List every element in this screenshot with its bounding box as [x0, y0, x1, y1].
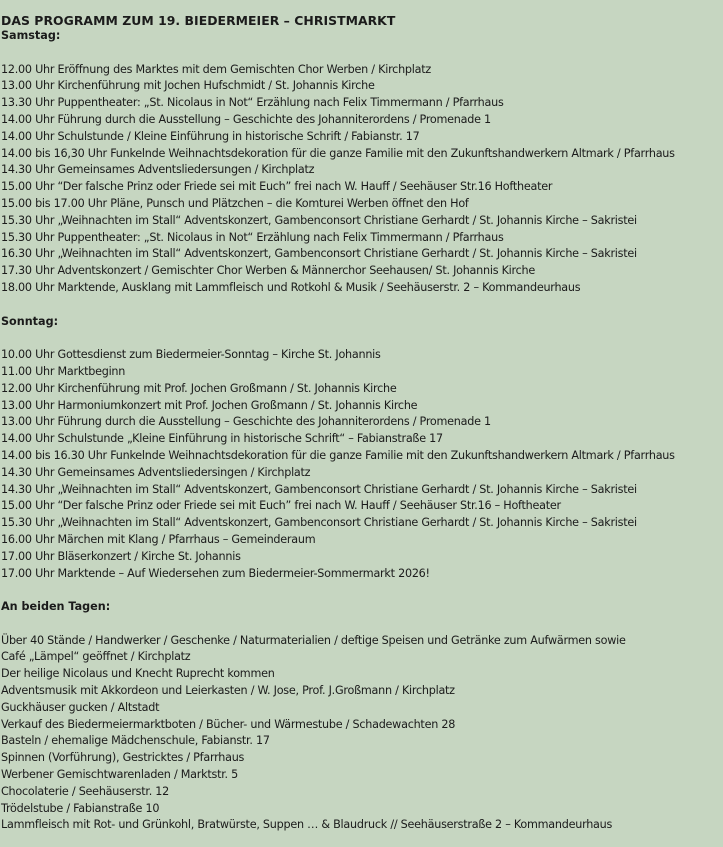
saturday-heading: Samstag:: [1, 29, 61, 42]
list-item: 15.30 Uhr Puppentheater: „St. Nicolaus in Not“ Erzählung nach Felix Timmermann / Pfarrhaus: [1, 230, 504, 244]
spacer: [0, 582, 723, 599]
list-item: 15.00 Uhr “Der falsche Prinz oder Friede sei mit Euch” frei nach W. Hauff / Seehäuser Str.16 Hoftheater: [1, 180, 553, 194]
list-item: 17.30 Uhr Adventskonzert / Gemischter Chor Werben & Männerchor Seehausen/ St. Johannis Kirche: [1, 264, 536, 278]
list-item: Lammfleisch mit Rot- und Grünkohl, Bratwürste, Suppen … & Blaudruck // Seehäuserstraße 2 – Kommandeurhaus: [1, 818, 613, 832]
list-item: Spinnen (Vorführung), Gestricktes / Pfarrhaus: [1, 751, 245, 765]
list-item: 13.00 Uhr Kirchenführung mit Jochen Hufschmidt / St. Johannis Kirche: [1, 79, 375, 93]
list-item: Werbener Gemischtwarenladen / Marktstr. 5: [1, 768, 239, 782]
both-days-section: [0, 599, 723, 834]
list-item: Verkauf des Biedermeiermarktboten / Bücher- und Wärmestube / Schadewachten 28: [1, 717, 456, 731]
list-item: Trödelstube / Fabianstraße 10: [1, 801, 160, 815]
list-item: 10.00 Uhr Gottesdienst zum Biedermeier-Sonntag – Kirche St. Johannis: [1, 348, 381, 362]
list-item: Chocolaterie / Seehäuserstr. 12: [1, 784, 170, 798]
list-item: Über 40 Stände / Handwerker / Geschenke / Naturmaterialien / deftige Speisen und Getränke zum Aufwärmen sowie: [1, 633, 626, 647]
spacer: [0, 45, 723, 62]
list-item: 13.00 Uhr Führung durch die Ausstellung – Geschichte des Johanniterordens / Promenade 1: [1, 415, 491, 429]
sunday-heading: Sonntag:: [1, 314, 59, 328]
list-item: 16.00 Uhr Märchen mit Klang / Pfarrhaus – Gemeinderaum: [1, 532, 316, 546]
list-item: 15.00 bis 17.00 Uhr Pläne, Punsch und Plätzchen – die Komturei Werben öffnet den Hof: [1, 196, 469, 210]
list-item: Basteln / ehemalige Mädchenschule, Fabianstr. 17: [1, 734, 270, 748]
both-days-heading: An beiden Tagen:: [1, 600, 111, 614]
list-item: 12.00 Uhr Eröffnung des Marktes mit dem Gemischten Chor Werben / Kirchplatz: [1, 62, 431, 76]
list-item: 14.30 Uhr Gemeinsames Adventsliedersingen / Kirchplatz: [1, 465, 311, 479]
list-item: 14.30 Uhr „Weihnachten im Stall“ Adventskonzert, Gambenconsort Christiane Gerhardt / St. Johannis Kirche – Sakristei: [1, 482, 637, 496]
saturday-section: [0, 28, 723, 297]
spacer: [0, 330, 723, 347]
list-item: 14.00 bis 16.30 Uhr Funkelnde Weihnachtsdekoration für die ganze Familie mit den Zukunftshandwerkern Altmark / Pfarrhaus: [1, 448, 675, 462]
list-item: Adventsmusik mit Akkordeon und Leierkasten / W. Jose, Prof. J.Großmann / Kirchplatz: [1, 684, 455, 698]
list-item: 16.30 Uhr „Weihnachten im Stall“ Adventskonzert, Gambenconsort Christiane Gerhardt / St. Johannis Kirche – Sakristei: [1, 247, 637, 261]
list-item: 17.00 Uhr Bläserkonzert / Kirche St. Johannis: [1, 549, 241, 563]
list-item: 18.00 Uhr Marktende, Ausklang mit Lammfleisch und Rotkohl & Musik / Seehäuserstr. 2 – Kommandeurhaus: [1, 280, 581, 294]
list-item: 12.00 Uhr Kirchenführung mit Prof. Jochen Großmann / St. Johannis Kirche: [1, 381, 397, 395]
list-item: 17.00 Uhr Marktende – Auf Wiedersehen zum Biedermeier-Sommermarkt 2026!: [1, 566, 430, 580]
list-item: Der heilige Nicolaus und Knecht Ruprecht kommen: [1, 667, 275, 681]
both-days-list: [0, 633, 723, 835]
list-item: Guckhäuser gucken / Altstadt: [1, 700, 160, 714]
list-item: 14.00 Uhr Führung durch die Ausstellung – Geschichte des Johanniterordens / Promenade 1: [1, 112, 491, 126]
list-item: 13.30 Uhr Puppentheater: „St. Nicolaus in Not“ Erzählung nach Felix Timmermann / Pfarrhaus: [1, 96, 504, 110]
list-item: 15.30 Uhr „Weihnachten im Stall“ Adventskonzert, Gambenconsort Christiane Gerhardt / St. Johannis Kirche – Sakristei: [1, 213, 637, 227]
page-title: DAS PROGRAMM ZUM 19. BIEDERMEIER – CHRISTMARKT: [1, 13, 396, 28]
list-item: 14.00 bis 16,30 Uhr Funkelnde Weihnachtsdekoration für die ganze Familie mit den Zukunftshandwerkern Altmark / Pfarrhaus: [1, 146, 675, 160]
spacer: [0, 297, 723, 314]
sunday-section: [0, 314, 723, 583]
list-item: 11.00 Uhr Marktbeginn: [1, 364, 126, 378]
list-item: 14.00 Uhr Schulstunde „Kleine Einführung in historische Schrift“ – Fabianstraße 17: [1, 432, 443, 446]
list-item: 14.00 Uhr Schulstunde / Kleine Einführung in historische Schrift / Fabianstr. 17: [1, 129, 420, 143]
list-item: 14.30 Uhr Gemeinsames Adventsliedersungen / Kirchplatz: [1, 163, 315, 177]
list-item: Café „Lämpel“ geöffnet / Kirchplatz: [1, 650, 191, 664]
spacer: [0, 616, 723, 633]
list-item: 15.00 Uhr “Der falsche Prinz oder Friede sei mit Euch” frei nach W. Hauff / Seehäuser Str.16 – Hoftheater: [1, 499, 561, 513]
list-item: 15.30 Uhr „Weihnachten im Stall“ Adventskonzert, Gambenconsort Christiane Gerhardt / St. Johannis Kirche – Sakristei: [1, 516, 637, 530]
saturday-event-list: [0, 62, 723, 297]
sunday-event-list: [0, 347, 723, 582]
list-item: 13.00 Uhr Harmoniumkonzert mit Prof. Jochen Großmann / St. Johannis Kirche: [1, 398, 418, 412]
